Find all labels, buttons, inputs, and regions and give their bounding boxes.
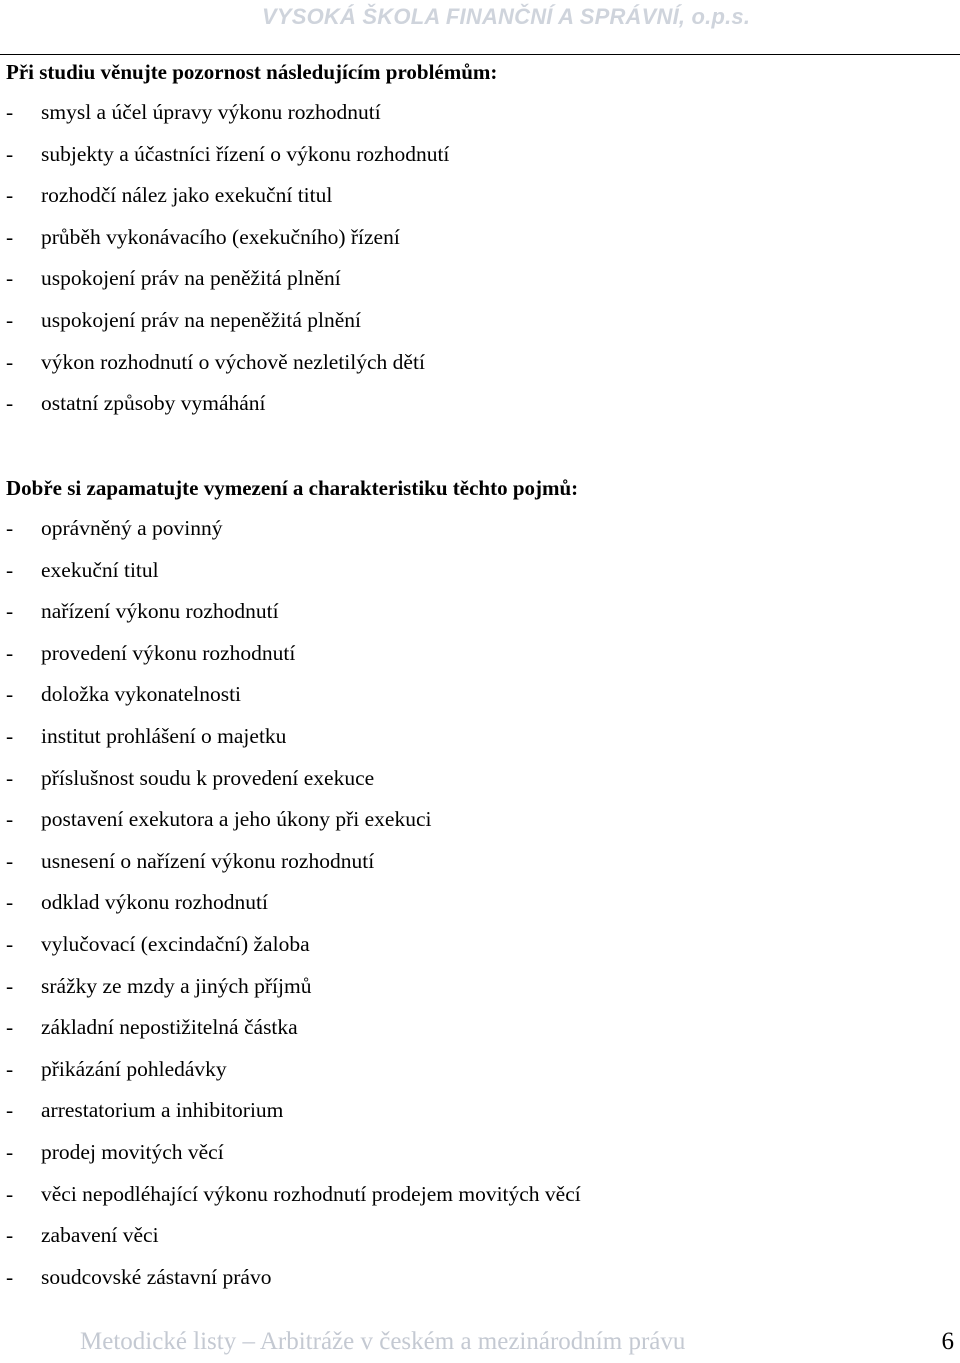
list-item-text: uspokojení práv na peněžitá plnění bbox=[41, 266, 341, 291]
list-item-text: usnesení o nařízení výkonu rozhodnutí bbox=[41, 848, 375, 873]
list-bullet-dash: - bbox=[6, 640, 14, 665]
list-item-text: základní nepostižitelná částka bbox=[41, 1015, 298, 1040]
list-bullet-dash: - bbox=[6, 516, 14, 540]
list-item-text: příslušnost soudu k provedení exekuce bbox=[41, 765, 375, 790]
list-item-text: subjekty a účastníci řízení o výkonu rozhodnutí bbox=[41, 141, 450, 166]
list-bullet-dash: - bbox=[6, 765, 14, 790]
list-bullet-dash: - bbox=[6, 557, 14, 582]
list-bullet-dash: - bbox=[6, 1056, 14, 1081]
list-item-text: oprávněný a povinný bbox=[41, 516, 223, 540]
list-bullet-dash: - bbox=[6, 890, 14, 915]
list-bullet-dash: - bbox=[6, 1181, 14, 1206]
list-bullet-dash: - bbox=[6, 307, 14, 332]
list-item-text: přikázání pohledávky bbox=[41, 1056, 227, 1081]
list-bullet-dash: - bbox=[6, 848, 14, 873]
page-header-title: VYSOKÁ ŠKOLA FINANČNÍ A SPRÁVNÍ, o.p.s. bbox=[262, 4, 751, 29]
list-bullet-dash: - bbox=[6, 723, 14, 748]
list-item-text: exekuční titul bbox=[41, 557, 159, 582]
list-bullet-dash: - bbox=[6, 682, 14, 707]
list-bullet-dash: - bbox=[6, 1098, 14, 1123]
list-item-text: věci nepodléhající výkonu rozhodnutí prodejem movitých věcí bbox=[41, 1181, 581, 1206]
list-bullet-dash: - bbox=[6, 931, 14, 956]
list-item-text: odklad výkonu rozhodnutí bbox=[41, 890, 268, 915]
header-divider bbox=[0, 54, 960, 55]
list-bullet-dash: - bbox=[6, 141, 14, 166]
list-item-text: rozhodčí nález jako exekuční titul bbox=[41, 183, 333, 208]
list-item-text: doložka vykonatelnosti bbox=[41, 682, 242, 707]
list-item-text: vylučovací (excindační) žaloba bbox=[41, 931, 310, 956]
list-item-text: soudcovské zástavní právo bbox=[41, 1264, 272, 1289]
list-bullet-dash: - bbox=[6, 599, 14, 624]
list-bullet-dash: - bbox=[6, 100, 14, 124]
list-item-text: smysl a účel úpravy výkonu rozhodnutí bbox=[41, 100, 381, 124]
list-bullet-dash: - bbox=[6, 973, 14, 998]
list-bullet-dash: - bbox=[6, 1015, 14, 1040]
list-item-text: institut prohlášení o majetku bbox=[41, 723, 287, 748]
footer-title: Metodické listy – Arbitráže v českém a mezinárodním právu bbox=[80, 1328, 686, 1355]
section-heading-problems: Při studiu věnujte pozornost následujícím problémům: bbox=[6, 60, 498, 84]
list-item-text: ostatní způsoby vymáhání bbox=[41, 391, 266, 416]
list-item-text: zabavení věci bbox=[41, 1223, 159, 1248]
list-bullet-dash: - bbox=[6, 391, 14, 416]
list-bullet-dash: - bbox=[6, 266, 14, 291]
list-item-text: prodej movitých věcí bbox=[41, 1139, 224, 1164]
list-item-text: výkon rozhodnutí o výchově nezletilých dětí bbox=[41, 349, 425, 374]
list-item-text: nařízení výkonu rozhodnutí bbox=[41, 599, 279, 624]
section-heading-terms: Dobře si zapamatujte vymezení a charakteristiku těchto pojmů: bbox=[6, 476, 579, 500]
list-item-text: arrestatorium a inhibitorium bbox=[41, 1098, 284, 1123]
list-item-text: provedení výkonu rozhodnutí bbox=[41, 640, 296, 665]
list-bullet-dash: - bbox=[6, 1139, 14, 1164]
list-item-text: uspokojení práv na nepeněžitá plnění bbox=[41, 307, 362, 332]
list-item-text: postavení exekutora a jeho úkony při exekuci bbox=[41, 807, 432, 832]
list-bullet-dash: - bbox=[6, 183, 14, 208]
list-bullet-dash: - bbox=[6, 224, 14, 249]
page-number: 6 bbox=[941, 1328, 954, 1355]
list-bullet-dash: - bbox=[6, 1223, 14, 1248]
list-bullet-dash: - bbox=[6, 349, 14, 374]
list-item-text: srážky ze mzdy a jiných příjmů bbox=[41, 973, 312, 998]
list-item-text: průběh vykonávacího (exekučního) řízení bbox=[41, 224, 400, 249]
list-bullet-dash: - bbox=[6, 1264, 14, 1289]
list-bullet-dash: - bbox=[6, 807, 14, 832]
